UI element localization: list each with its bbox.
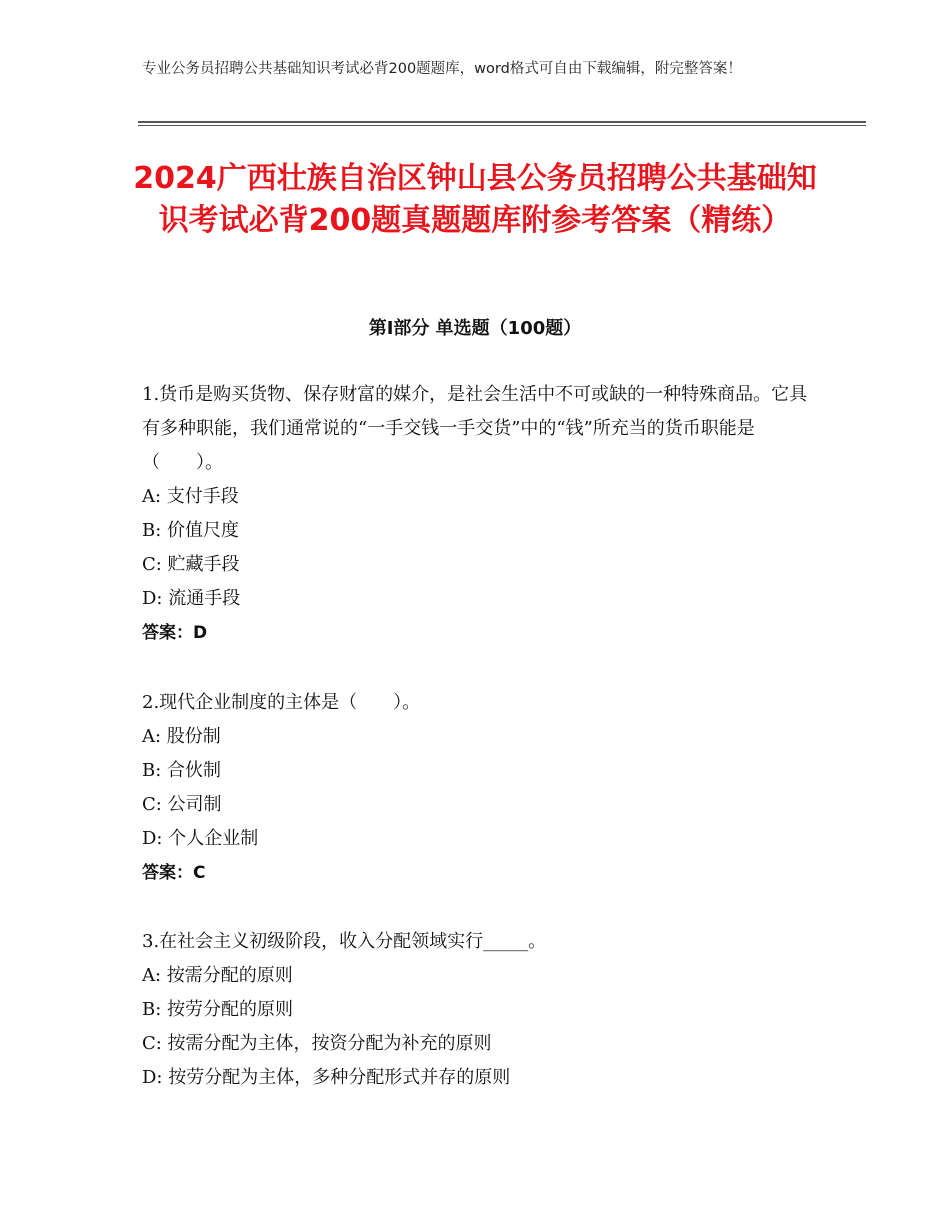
option-a: A: 股份制 [142, 726, 221, 747]
option-a: A: 按需分配的原则 [142, 965, 293, 986]
option-b: B: 价值尺度 [142, 520, 240, 541]
option-c: C: 按需分配为主体，按资分配为补充的原则 [142, 1033, 492, 1054]
header-note: 专业公务员招聘公共基础知识考试必背200题题库，word格式可自由下载编辑，附完整答案！ [142, 61, 742, 77]
option-a: A: 支付手段 [142, 486, 239, 507]
option-c: C: 贮藏手段 [142, 554, 240, 575]
question-stem: 2.现代企业制度的主体是（ ）。 [142, 692, 421, 713]
option-d: D: 流通手段 [142, 588, 241, 609]
document-title: 2024广西壮族自治区钟山县公务员招聘公共基础知识考试必背200题真题题库附参考答案（精练） [133, 161, 817, 238]
question-stem: 3.在社会主义初级阶段，收入分配领域实行_____。 [142, 931, 547, 952]
question-2 [142, 686, 812, 890]
question-1 [142, 378, 812, 650]
option-d: D: 个人企业制 [142, 828, 259, 849]
section-heading: 第Ⅰ部分 单选题（100题） [368, 318, 582, 339]
answer-line: 答案：C [142, 863, 206, 883]
question-3 [142, 925, 812, 1095]
question-stem: 1.货币是购买货物、保存财富的媒介，是社会生活中不可或缺的一种特殊商品。它具有多种职能，我们通常说的“一手交钱一手交货”中的“钱”所充当的货币职能是（ ）。 [142, 384, 808, 473]
header-rule-thick [138, 121, 866, 123]
option-b: B: 合伙制 [142, 760, 222, 781]
option-d: D: 按劳分配为主体，多种分配形式并存的原则 [142, 1067, 511, 1088]
header-rule-thin [138, 125, 866, 126]
answer-line: 答案：D [142, 623, 208, 643]
option-c: C: 公司制 [142, 794, 222, 815]
option-b: B: 按劳分配的原则 [142, 999, 294, 1020]
